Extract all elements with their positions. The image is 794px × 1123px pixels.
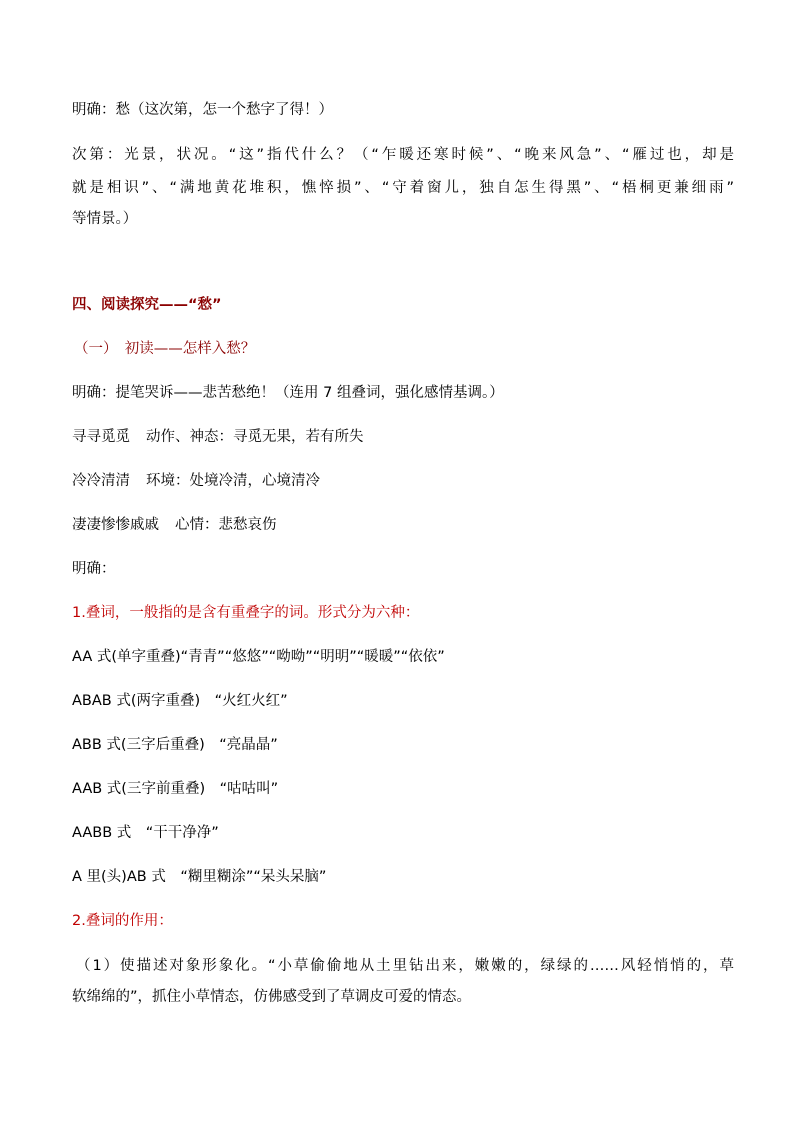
paragraph-tibi: 明确：提笔哭诉——悲苦愁绝！（连用 7 组叠词，强化感情基调。） xyxy=(72,385,504,401)
pair-word: 冷冷清清 xyxy=(72,473,130,489)
paragraph-chou: 明确：愁（这次第，怎一个愁字了得！） xyxy=(72,102,333,118)
form-aab: AAB 式(三字前重叠) “咕咕叫” xyxy=(72,781,279,797)
paragraph-cidi-line1: 次第：光景，状况。“这”指代什么？（“乍暖还寒时候”、“晚来风急”、“雁过也，却是 xyxy=(72,147,734,163)
pair-description: 心情：悲愁哀伤 xyxy=(175,517,277,533)
paragraph-effect-line1: （1）使描述对象形象化。“小草偷偷地从土里钻出来，嫩嫩的，绿绿的……风轻悄悄的，草 xyxy=(76,958,734,974)
pair-description: 环境：处境冷清，心境清冷 xyxy=(146,473,320,489)
paragraph-mingque: 明确： xyxy=(72,561,116,577)
form-a-li-ab: A 里(头)AB 式 “糊里糊涂”“呆头呆脑” xyxy=(72,869,327,885)
point-2-heading: 2.叠词的作用： xyxy=(72,913,173,929)
pair-word: 凄凄惨惨戚戚 xyxy=(72,517,159,533)
form-aabb: AABB 式 “干干净净” xyxy=(72,825,219,841)
pair-description: 动作、神态：寻觅无果，若有所失 xyxy=(146,429,364,445)
sub-heading: （一） 初读——怎样入愁？ xyxy=(74,341,256,357)
form-abb: ABB 式(三字后重叠) “亮晶晶” xyxy=(72,737,278,753)
paragraph-cidi-line3: 等情景。） xyxy=(72,211,138,227)
form-aa: AA 式(单字重叠)“青青”“悠悠”“呦呦”“明明”“暖暖”“依依” xyxy=(72,649,445,665)
reduplication-pair-1 xyxy=(72,428,364,446)
paragraph-effect-line2: 软绵绵的”，抓住小草情态，仿佛感受到了草调皮可爱的情态。 xyxy=(72,989,472,1005)
pair-word: 寻寻觅觅 xyxy=(72,429,130,445)
section-heading: 四、阅读探究——“愁” xyxy=(72,297,222,313)
reduplication-pair-2 xyxy=(72,472,320,490)
paragraph-cidi-line2: 就是相识”、“满地黄花堆积，憔悴损”、“守着窗儿，独自怎生得黑”、“梧桐更兼细雨” xyxy=(72,180,734,196)
point-1-heading: 1.叠词，一般指的是含有重叠字的词。形式分为六种： xyxy=(72,605,420,621)
form-abab: ABAB 式(两字重叠) “火红火红” xyxy=(72,693,288,709)
reduplication-pair-3 xyxy=(72,516,277,534)
